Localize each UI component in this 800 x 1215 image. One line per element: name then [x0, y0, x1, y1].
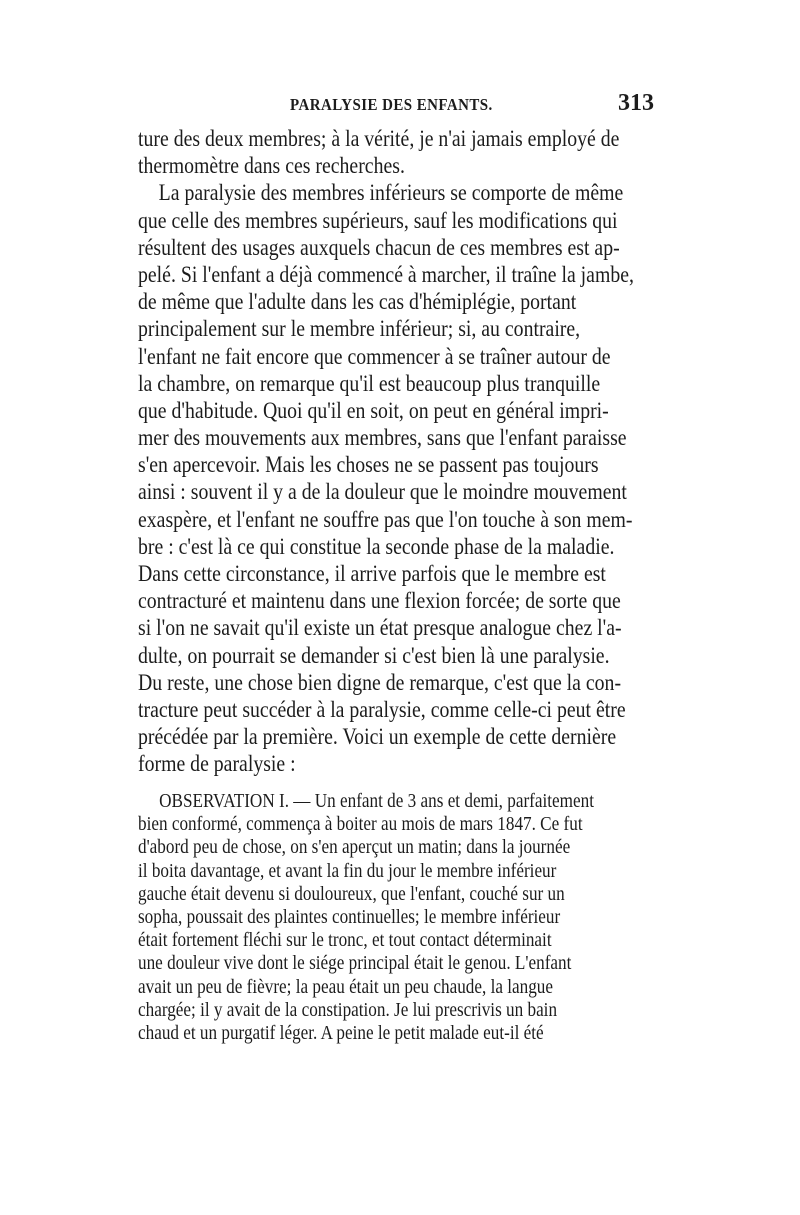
observation-line: était fortement fléchi sur le tronc, et tout contact déterminait [138, 930, 552, 952]
text-line: précédée par la première. Voici un exemple de cette dernière [138, 724, 617, 750]
observation-line: gauche était devenu si douloureux, que l'enfant, couché sur un [138, 883, 565, 905]
observation-line: chargée; il y avait de la constipation. Je lui prescrivis un bain [138, 999, 558, 1021]
text-line: s'en apercevoir. Mais les choses ne se passent pas toujours [138, 452, 599, 478]
text-line: exaspère, et l'enfant ne souffre pas que l'on touche à son mem- [138, 506, 633, 532]
text-line: forme de paralysie : [138, 751, 296, 777]
observation-block [138, 790, 658, 1045]
text-line: que d'habitude. Quoi qu'il en soit, on peut en général impri- [138, 397, 609, 423]
observation-line: il boita davantage, et avant la fin du jour le membre inférieur [138, 860, 557, 882]
observation-line: sopha, poussait des plaintes continuelles; le membre inférieur [138, 906, 561, 928]
text-line: thermomètre dans ces recherches. [138, 153, 405, 179]
observation-line: une douleur vive dont le siége principal était le genou. L'enfant [138, 953, 572, 975]
text-line: pelé. Si l'enfant a déjà commencé à marcher, il traîne la jambe, [138, 261, 634, 287]
page-header [138, 92, 658, 122]
text-line: la chambre, on remarque qu'il est beaucoup plus tranquille [138, 370, 601, 396]
observation-line: bien conformé, commença à boiter au mois de mars 1847. Ce fut [138, 814, 583, 836]
observation-line: OBSERVATION I. — Un enfant de 3 ans et demi, parfaitement [159, 791, 594, 812]
paragraph-start-line: La paralysie des membres inférieurs se comporte de même [158, 180, 624, 206]
observation-line: chaud et un purgatif léger. A peine le petit malade eut-il été [138, 1022, 544, 1044]
text-line: de même que l'adulte dans les cas d'hémiplégie, portant [138, 289, 577, 315]
text-line: que celle des membres supérieurs, sauf les modifications qui [138, 207, 618, 233]
text-line: résultent des usages auxquels chacun de ces membres est ap- [138, 234, 620, 260]
text-line: dulte, on pourrait se demander si c'est bien là une paralysie. [138, 642, 610, 668]
text-line: tracture peut succéder à la paralysie, comme celle-ci peut être [138, 696, 626, 722]
text-line: Dans cette circonstance, il arrive parfois que le membre est [138, 561, 606, 586]
text-line: bre : c'est là ce qui constitue la seconde phase de la maladie. [138, 533, 615, 559]
text-line: ture des deux membres; à la vérité, je n'ai jamais employé de [138, 126, 620, 151]
running-title: PARALYSIE DES ENFANTS. [290, 95, 493, 114]
text-line: mer des mouvements aux membres, sans que l'enfant paraisse [138, 425, 627, 451]
text-line: contracturé et maintenu dans une flexion forcée; de sorte que [138, 588, 621, 614]
page-number: 313 [618, 90, 654, 116]
text-line: ainsi : souvent il y a de la douleur que le moindre mouvement [138, 479, 627, 505]
text-line: l'enfant ne fait encore que commencer à se traîner autour de [138, 343, 611, 369]
observation-line: avait un peu de fièvre; la peau était un peu chaude, la langue [138, 976, 554, 998]
main-text [138, 125, 658, 778]
text-line: Du reste, une chose bien digne de remarque, c'est que la con- [138, 669, 622, 695]
text-line: principalement sur le membre inférieur; si, au contraire, [138, 316, 581, 342]
observation-line: d'abord peu de chose, on s'en aperçut un matin; dans la journée [138, 837, 571, 859]
text-line: si l'on ne savait qu'il existe un état presque analogue chez l'a- [138, 615, 622, 641]
